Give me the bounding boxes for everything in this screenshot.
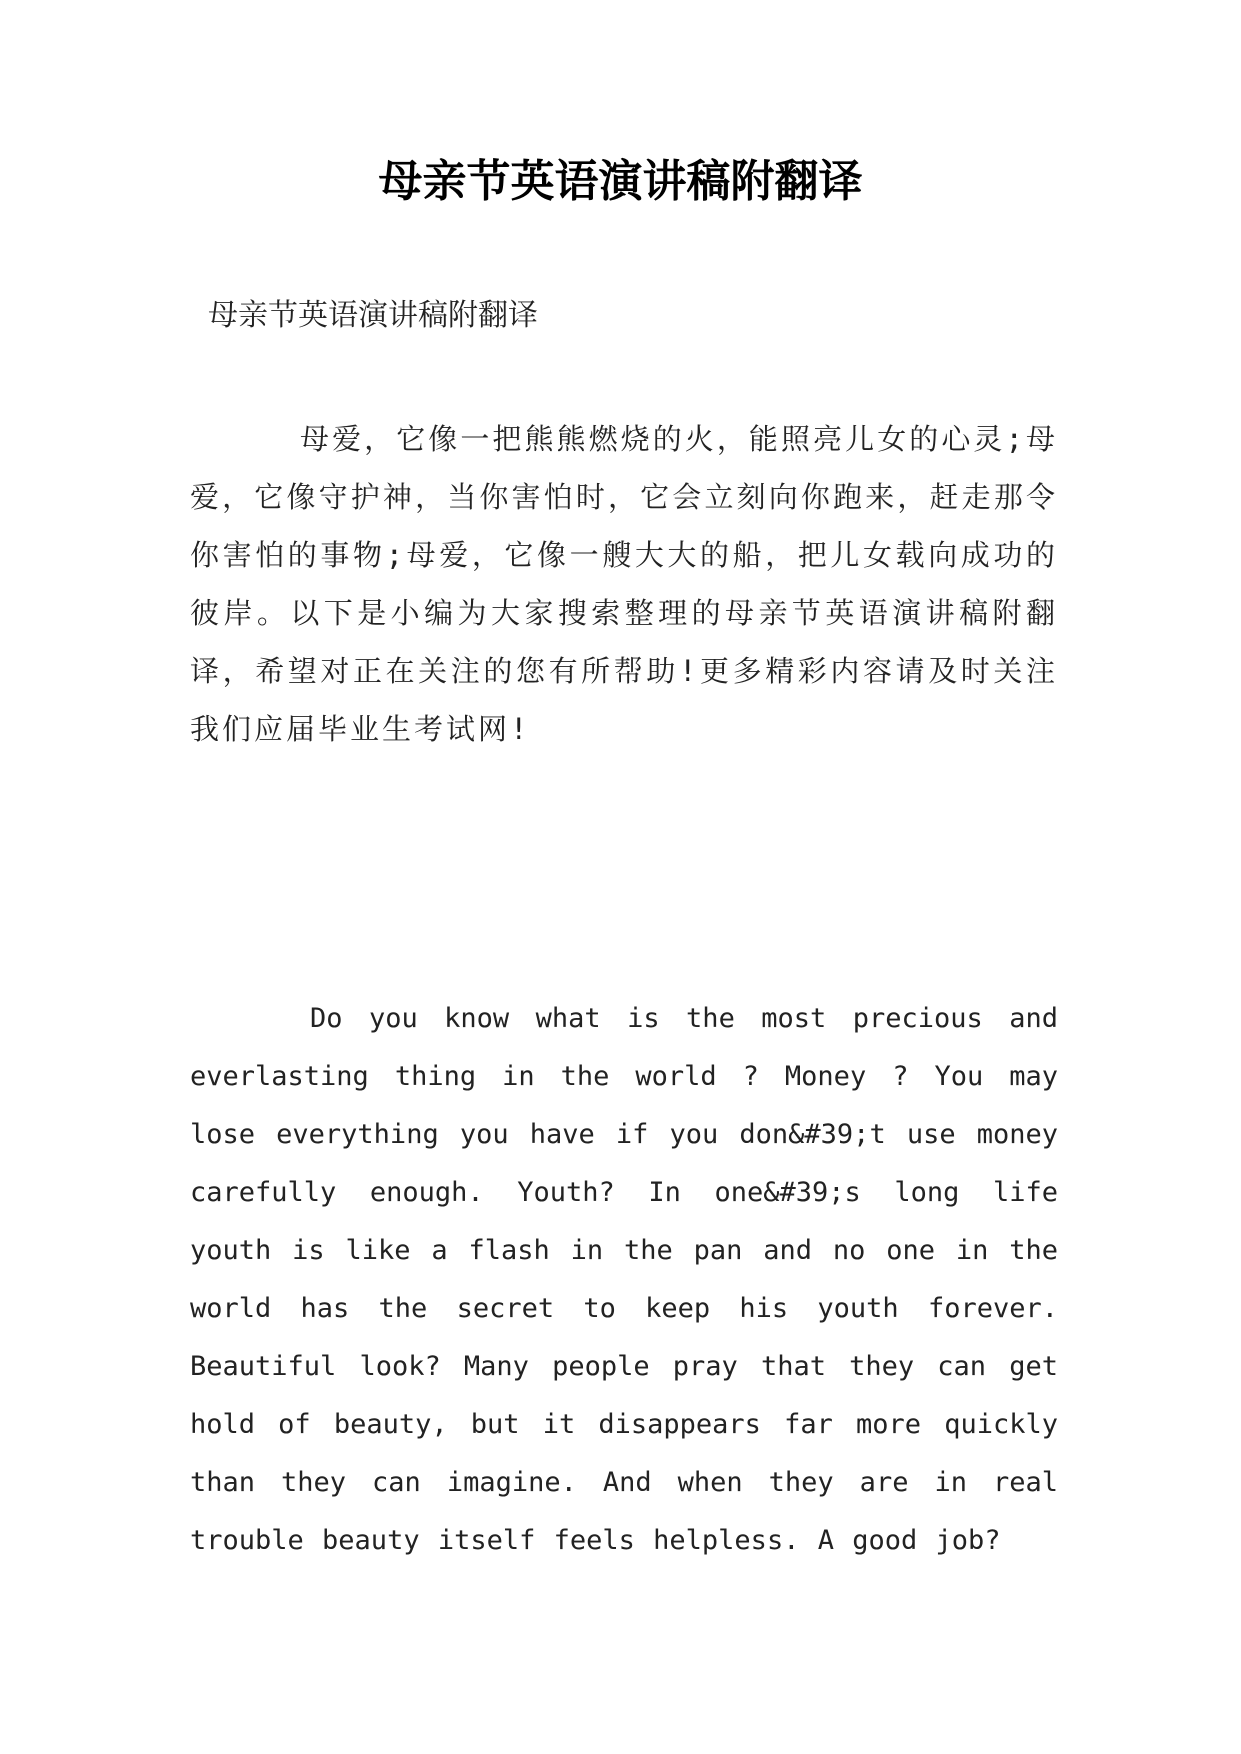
document-subtitle: 母亲节英语演讲稿附翻译	[208, 298, 538, 333]
document-title: 母亲节英语演讲稿附翻译	[378, 156, 863, 207]
speech-paragraph-english: Do you know what is the most precious and everlasting thing in the world ? Money ? You may lose everything you have if you don&#39;t use money carefully enough. Youth? In one&#39;s long life youth is like a flash in the pan and no one in the world has the secret to keep his youth forever. Beautiful look? Many people pray that they can get hold of beauty, but it disappears far more quickly than they can imagine. And when they are in real trouble beauty itself feels helpless. A good job?	[190, 1003, 1058, 1556]
intro-paragraph-chinese: 母爱，它像一把熊熊燃烧的火，能照亮儿女的心灵;母爱，它像守护神，当你害怕时，它会立刻向你跑来，赶走那令你害怕的事物;母爱，它像一艘大大的船，把儿女载向成功的彼岸。以下是小编为大家搜索整理的母亲节英语演讲稿附翻译，希望对正在关注的您有所帮助!更多精彩内容请及时关注我们应届毕业生考试网!	[190, 422, 1058, 746]
